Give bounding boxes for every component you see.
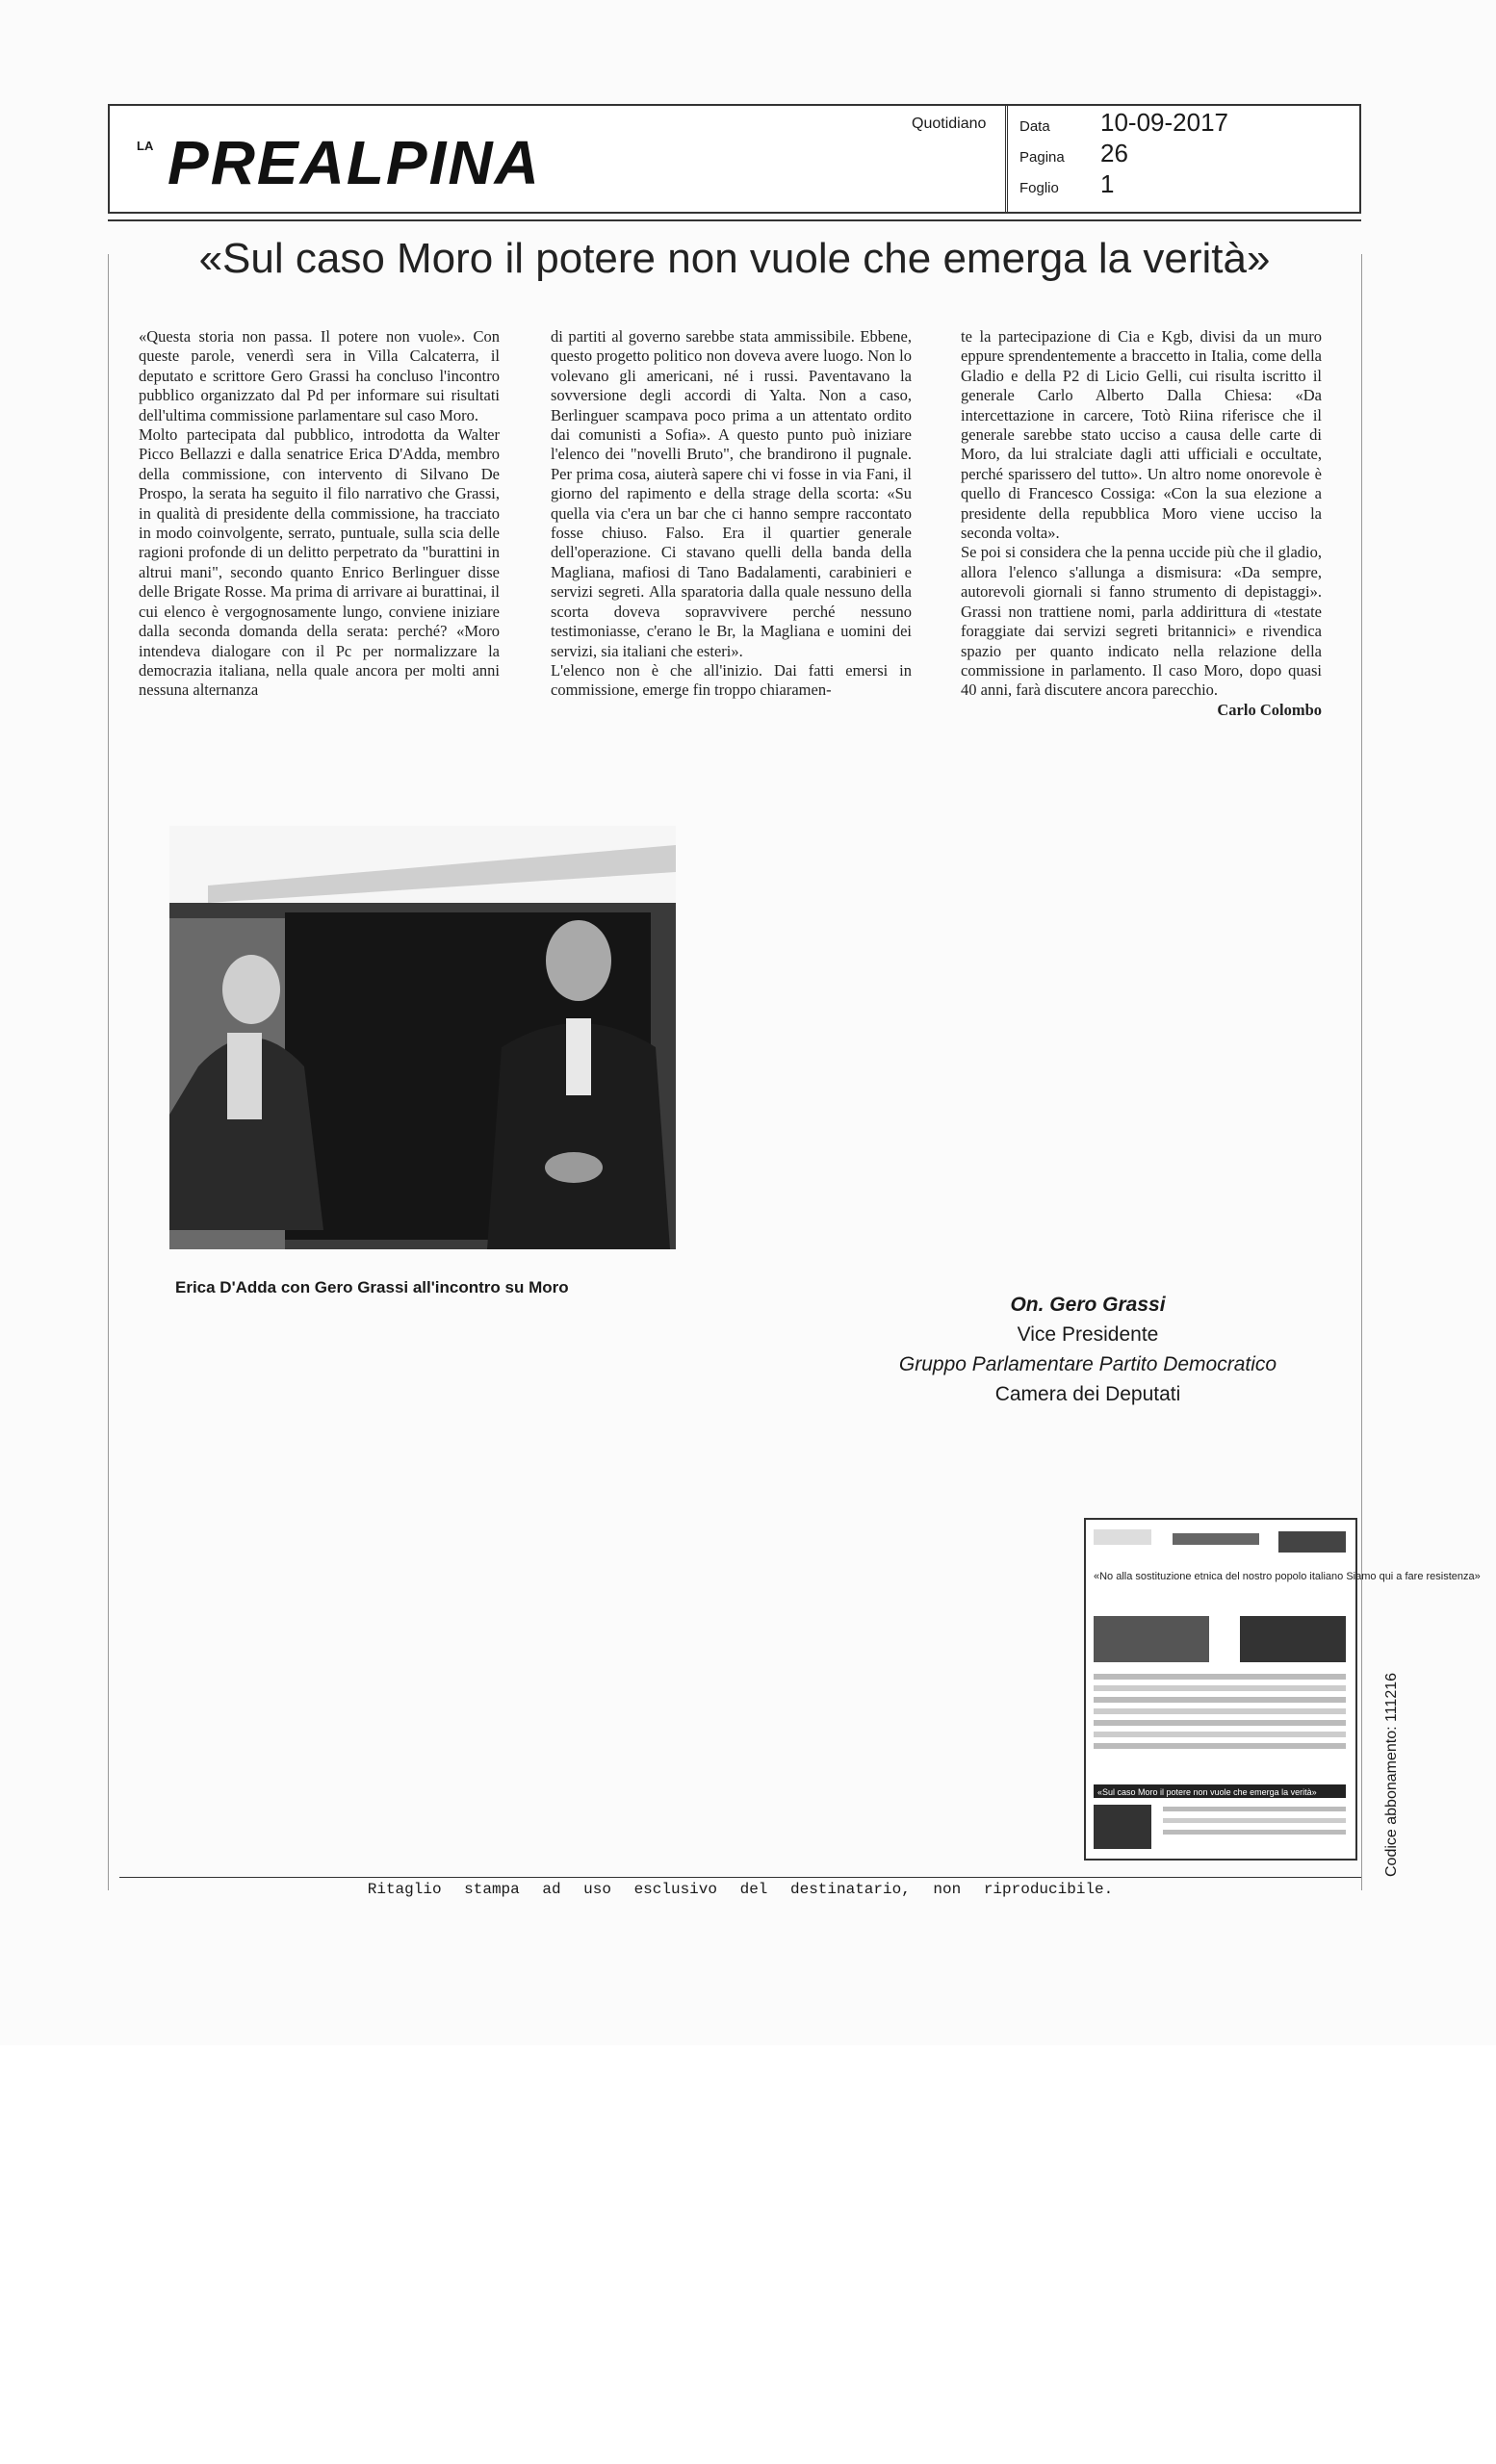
left-border xyxy=(108,254,109,1890)
paragraph: Molto partecipata dal pubblico, introdotta da Walter Picco Bellazzi e dalla senatrice Erica D'Adda, membro della commissione, con intervento di Silvano De Prospo, la serata ha seguito il filo narrativo che Grassi, in qualità di presidente della commissione, ha tracciato in modo coinvolgente, serrato, puntuale, sulla scia delle ragioni profonde di un delitto perpetrato da "burattini in altrui mani", secondo quanto Enrico Berlinguer disse delle Brigate Rosse. Ma prima di arrivare ai burattinai, il cui elenco è vergognosamente lungo, conviene iniziare dalla seconda domanda della serata: perché? «Moro intendeva dialogare con il Pc per normalizzare la democrazia italiana, nella quale ancora per molti anni nessuna alternanza xyxy=(139,425,500,700)
subscription-code xyxy=(1383,1673,1401,1877)
masthead-box xyxy=(108,104,1361,214)
signature-role: Vice Presidente xyxy=(1017,1323,1159,1346)
paragraph: L'elenco non è che all'inizio. Dai fatti emersi in commissione, emerge fin troppo chiaramen- xyxy=(551,660,912,700)
publication-type: Quotidiano xyxy=(912,116,987,132)
date-row xyxy=(1019,108,1228,138)
thumbnail-strip: «Sul caso Moro il potere non vuole che emerga la verità» xyxy=(1097,1787,1317,1797)
header-rule xyxy=(108,219,1361,221)
right-border xyxy=(1361,254,1362,1890)
subscription-code-value: 111216 xyxy=(1383,1672,1400,1722)
logo-prefix: LA xyxy=(137,139,154,153)
sheet-value: 1 xyxy=(1100,169,1115,198)
footer-notice: Ritaglio stampa ad uso esclusivo del destinatario, non riproducibile. xyxy=(367,1881,1114,1898)
photo-caption: Erica D'Adda con Gero Grassi all'incontro su Moro xyxy=(175,1278,569,1296)
article-photo xyxy=(169,826,676,1249)
signature-block xyxy=(895,1290,1280,1409)
byline: Carlo Colombo xyxy=(1217,700,1322,719)
article-title: «Sul caso Moro il potere non vuole che emerga la verità» xyxy=(198,235,1271,282)
page-row xyxy=(1019,139,1128,168)
page-label: Pagina xyxy=(1019,149,1065,166)
article-column-2 xyxy=(551,327,912,701)
newspaper-logo: PREALPINA xyxy=(168,128,541,197)
meta-divider xyxy=(1005,106,1008,212)
date-value: 10-09-2017 xyxy=(1100,108,1228,137)
signature-group: Gruppo Parlamentare Partito Democratico xyxy=(898,1353,1277,1375)
article-column-3 xyxy=(961,327,1322,720)
photo-image xyxy=(169,826,676,1249)
subscription-code-label: Codice abbonamento: xyxy=(1383,1726,1400,1877)
paragraph: di partiti al governo sarebbe stata ammissibile. Ebbene, questo progetto politico non doveva avere luogo. Non lo volevano gli americani, né i russi. Paventavano la sovversione degli accordi di Yalta. Non a caso, Berlinguer scampava poco prima a un attentato ordito dai comunisti a Sofia». A questo punto può iniziare l'elenco dei "novelli Bruto", che brandirono il pugnale. Per prima cosa, aiuterà sapere chi vi fosse in via Fani, il giorno del rapimento e della strage della scorta: «Su quella via c'era un bar che ci hanno sempre raccontato fosse chiuso. Falso. Era il quartier generale dell'operazione. Ci stavano quelli della banda della Magliana, mafiosi di Tano Badalamenti, carabinieri e servizi segreti. Alla sparatoria dalla quale nessuno della scorta doveva sopravvivere perché nessuno testimoniasse, c'erano le Br, la Magliana e uomini dei servizi, sia italiani che esteri». xyxy=(551,327,912,660)
paragraph: Se poi si considera che la penna uccide più che il gladio, allora l'elenco s'allunga a dismisura: «Da sempre, autorevoli giornali si fanno strumento di depistaggi». Grassi non trattiene nomi, parla addirittura di «testate foraggiate dai servizi segreti britannici» e rivendica spazio per quanto indicato nella relazione della commissione in parlamento. Il caso Moro, dopo quasi 40 anni, farà discutere ancora parecchio. xyxy=(961,543,1322,700)
paragraph: «Questa storia non passa. Il potere non vuole». Con queste parole, venerdì sera in Villa Calcaterra, il deputato e scrittore Gero Grassi ha concluso l'incontro pubblico organizzato dal Pd per informare sui risultati dell'ultima commissione parlamentare sul caso Moro. xyxy=(139,327,500,424)
sheet-row xyxy=(1019,169,1114,199)
signature-name: On. Gero Grassi xyxy=(1010,1294,1166,1316)
date-label: Data xyxy=(1019,118,1050,135)
page-value: 26 xyxy=(1100,139,1128,167)
article-column-1 xyxy=(139,327,500,701)
paragraph: te la partecipazione di Cia e Kgb, divisi da un muro eppure sprendentemente a braccetto in Italia, come della Gladio e della P2 di Licio Gelli, cui risulta iscritto il generale Carlo Alberto Dalla Chiesa: «Da intercettazione in carcere, Totò Riina riferisce che il generale sarebbe stato ucciso a causa delle carte di Moro, da lui stralciate dagli atti ufficiali e occultate, perché sparissero del tutto». Un altro nome onorevole è quello di Francesco Cossiga: «Con la sua elezione a presidente della repubblica Moro viene ucciso la seconda volta». xyxy=(961,327,1322,543)
thumbnail-headline: «No alla sostituzione etnica del nostro popolo italiano Siamo qui a fare resistenza» xyxy=(1094,1571,1481,1582)
footer-rule xyxy=(119,1877,1361,1878)
signature-chamber: Camera dei Deputati xyxy=(994,1383,1181,1405)
sheet-label: Foglio xyxy=(1019,180,1059,196)
